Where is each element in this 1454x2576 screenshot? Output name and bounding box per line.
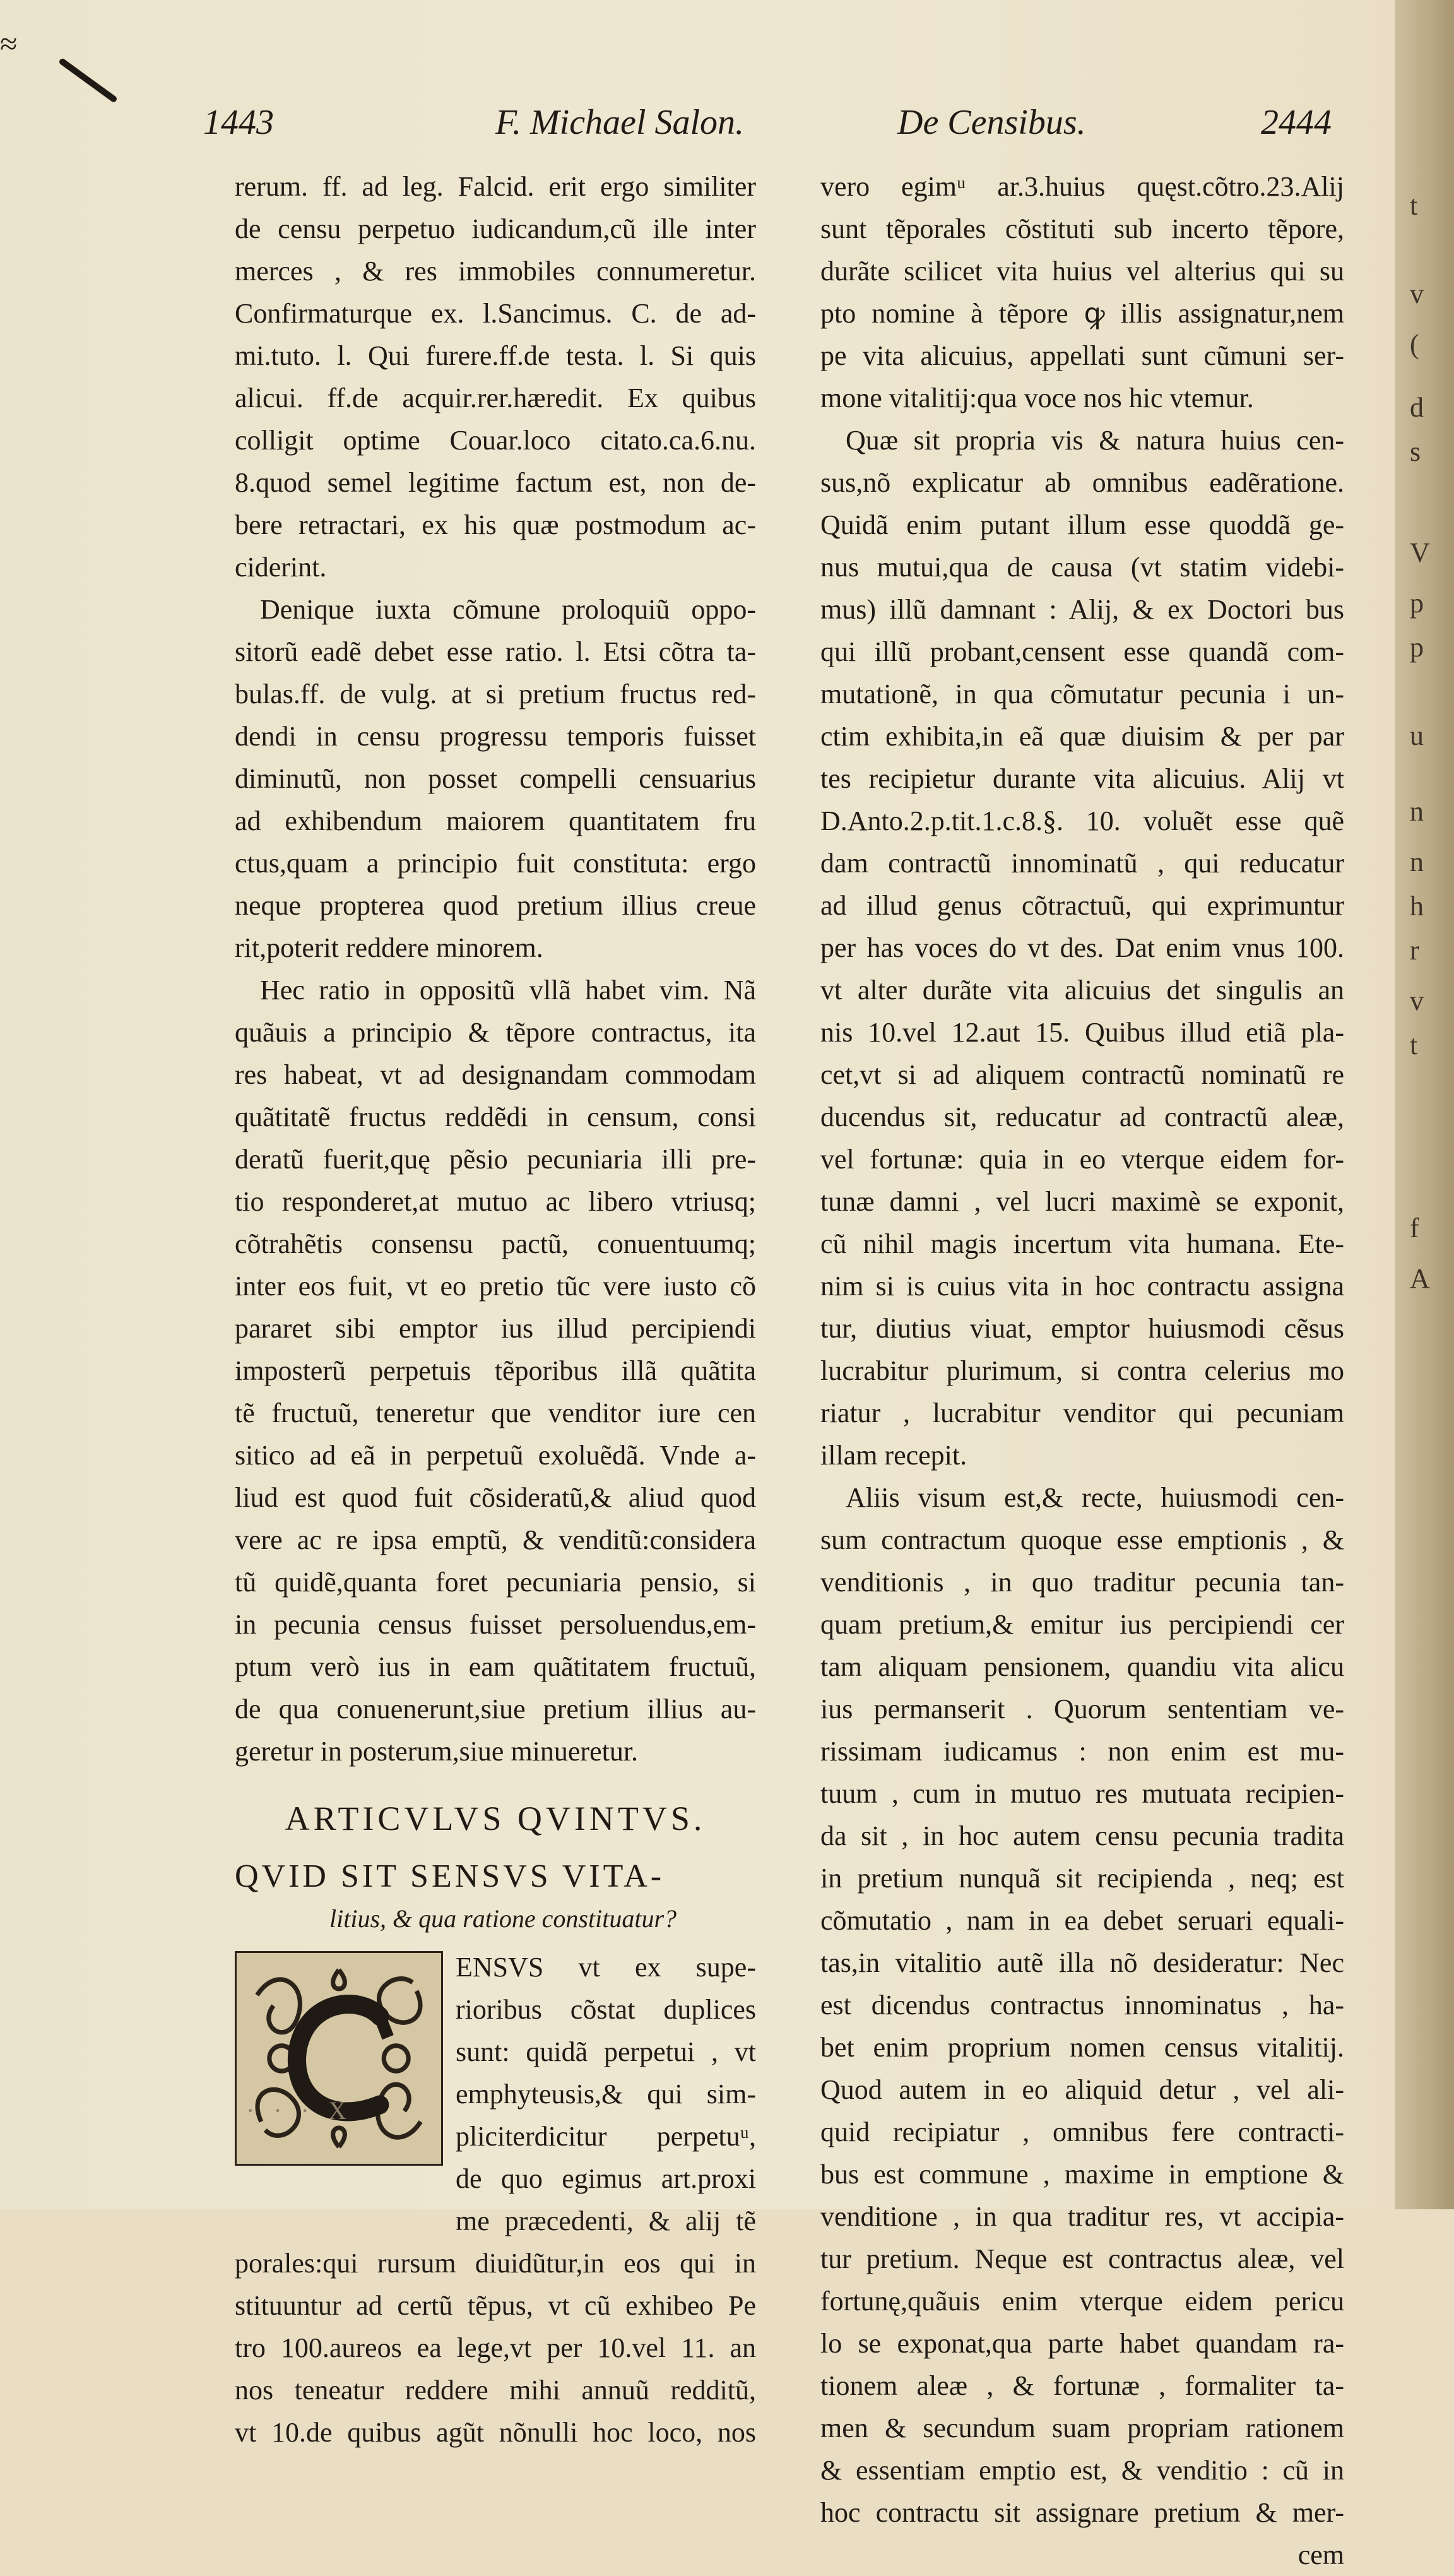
edge-letter: t — [1410, 190, 1418, 221]
question-title: QVID SIT SENSVS VITA- — [235, 1858, 665, 1894]
edge-letter: t — [1410, 1030, 1418, 1060]
text-line: cõmutatio , nam in ea debet seruari equali- — [820, 1905, 1344, 1936]
text-line: pararet sibi emptor ius illud percipiendi — [235, 1313, 756, 1344]
text-line: de quo egimus art.proxi — [456, 2163, 756, 2194]
text-line: dendi in censu progressu temporis fuisset — [235, 721, 756, 752]
text-line: liud est quod fuit cõsideratũ,& aliud quod — [235, 1482, 756, 1513]
text-line: rissimam iudicamus : non enim est mu- — [820, 1736, 1344, 1767]
text-line: sum contractum quoque esse emptionis , & — [820, 1524, 1344, 1555]
text-line: tam aliquam pensionem, quandiu vita alicu — [820, 1651, 1344, 1682]
text-line: Denique iuxta cõmune proloquiũ oppo- — [260, 594, 756, 625]
text-line: quid recipiatur , omnibus fere contracti- — [820, 2116, 1344, 2147]
text-line: quãtitatẽ fructus reddẽdi in censum, consi — [235, 1101, 756, 1132]
text-line: sus,nõ explicatur ab omnibus eadẽratione. — [820, 467, 1344, 498]
right-paragraph-3 — [820, 1476, 1344, 2534]
text-line: nus mutui,qua de causa (vt statim videbi- — [820, 552, 1344, 583]
edge-letter: f — [1410, 1213, 1419, 1243]
text-line: tũ quidẽ,quanta foret pecuniaria pensio, si — [235, 1567, 756, 1598]
right-paragraph-2 — [820, 419, 1344, 1476]
text-line: qui illũ probant,censent esse quandã com- — [820, 636, 1344, 667]
initial-paragraph — [235, 1946, 756, 2454]
left-paragraph-3 — [235, 969, 756, 1772]
facing-page-edge — [1395, 0, 1454, 2209]
ink-slash — [58, 57, 118, 104]
text-line: da sit , in hoc autem censu pecunia tradita — [820, 1820, 1344, 1851]
text-line: & essentiam emptio est, & venditio : cũ in — [820, 2455, 1344, 2486]
text-line: Confirmaturque ex. l.Sancimus. C. de ad- — [235, 298, 756, 329]
text-line: vt alter durãte vita alicuius det singulis an — [820, 975, 1344, 1006]
text-line: quãuis a principio & tẽpore contractus, ita — [235, 1017, 756, 1048]
text-line: tas,in vitalitio autẽ illa nõ desideratur: Nec — [820, 1947, 1344, 1978]
text-line: colligit optime Couar.loco citato.ca.6.nu. — [235, 425, 756, 456]
text-line: venditione , in qua traditur res, vt accipia- — [820, 2201, 1344, 2232]
text-line: stituuntur ad certũ tẽpus, vt cũ exhibeo Pe — [235, 2290, 756, 2321]
text-line: illam recepit. — [820, 1440, 967, 1471]
page-number-left: 1443 — [203, 103, 274, 142]
text-line: cet,vt si ad aliquem contractũ nominatũ re — [820, 1059, 1344, 1090]
signature-mark: · · · X — [246, 2096, 353, 2125]
text-line: res habeat, vt ad designandam commodam — [235, 1059, 756, 1090]
text-line: dam contractũ innominatũ , qui reducatur — [820, 848, 1344, 879]
text-line: mutationẽ, in qua cõmutatur pecunia i un- — [820, 679, 1344, 709]
text-line: ad exhibendum maiorem quantitatem fru — [235, 805, 756, 836]
text-line: de qua conuenerunt,siue pretium illius au- — [235, 1694, 756, 1724]
text-line: mi.tuto. l. Qui furere.ff.de testa. l. Si quis — [235, 340, 756, 371]
text-line: me præcedenti, & alij tẽ — [456, 2205, 756, 2236]
text-line: Hec ratio in oppositũ vllã habet vim. Nã — [260, 975, 756, 1006]
edge-letter: p — [1410, 632, 1424, 663]
text-line: ciderint. — [235, 552, 327, 583]
text-line: tes recipietur durante vita alicuius. Alij vt — [820, 763, 1344, 794]
text-line: ad illud genus cõtractuũ, qui exprimuntur — [820, 890, 1344, 921]
text-line: in pecunia census fuisset persoluendus,em- — [235, 1609, 756, 1640]
text-line: vt 10.de quibus agũt nõnulli hoc loco, nos — [235, 2417, 756, 2448]
text-line: nis 10.vel 12.aut 15. Quibus illud etiã pla- — [820, 1017, 1344, 1048]
text-line: tio responderet,at mutuo ac libero vtriusq; — [235, 1186, 756, 1217]
edge-letter: r — [1410, 935, 1419, 966]
text-line: pto nomine à tẽpore ꝙ illis assignatur,nem — [820, 298, 1344, 329]
text-line: vel fortunæ: quia in eo vterque eidem for- — [820, 1144, 1344, 1175]
text-line: porales:qui rursum diuidũtur,in eos qui in — [235, 2248, 756, 2279]
text-line: est dicendus contractus innominatus , ha- — [820, 1990, 1344, 2021]
decorated-initial-c-icon — [235, 1951, 443, 2166]
text-line: tur, diutius viuat, emptor huiusmodi cẽsus — [820, 1313, 1344, 1344]
edge-letter: V — [1410, 537, 1430, 568]
catchword: cem — [1297, 2539, 1344, 2570]
running-title-subject: De Censibus. — [897, 103, 1086, 142]
text-line: per has voces do vt des. Dat enim vnus 100. — [820, 932, 1344, 963]
text-line: emphyteusis,& qui sim- — [456, 2079, 756, 2110]
edge-letter: s — [1410, 436, 1421, 467]
question-subtitle: litius, & qua ratione constituatur? — [329, 1904, 677, 1933]
text-line: ENSVS vt ex supe- — [456, 1952, 756, 1983]
text-line: tuum , cum in mutuo res mutuata recipien- — [820, 1778, 1344, 1809]
text-line: cõtrahẽtis consensu pactũ, conuentuumq; — [235, 1228, 756, 1259]
text-line: bet enim proprium nomen census vitalitij. — [820, 2032, 1344, 2063]
corner-mark: ≈ — [0, 26, 18, 61]
text-line: imposterũ perpetuis tẽporibus illã quãtita — [235, 1355, 756, 1386]
text-line: rioribus cõstat duplices — [456, 1994, 756, 2025]
edge-letter: v — [1410, 278, 1424, 309]
text-line: vero egimᵘ ar.3.huius quęst.cõtro.23.Alij — [820, 171, 1344, 202]
text-line: tẽ fructuũ, teneretur que venditor iure cen — [235, 1398, 756, 1428]
text-line: ius permanserit . Quorum sententiam ve- — [820, 1694, 1344, 1724]
text-line: Quæ sit propria vis & natura huius cen- — [846, 425, 1344, 456]
text-line: bulas.ff. de vulg. at si pretium fructus red- — [235, 679, 756, 709]
text-line: bus est commune , maxime in emptione & — [820, 2159, 1344, 2190]
text-line: ctus,quam a principio fuit constituta: ergo — [235, 848, 756, 879]
text-line: rit,poterit reddere minorem. — [235, 932, 543, 963]
text-line: Aliis visum est,& recte, huiusmodi cen- — [846, 1482, 1344, 1513]
text-line: de censu perpetuo iudicandum,cũ ille inter — [235, 213, 756, 244]
text-line: deratũ fuerit,quę pẽsio pecuniaria illi pre- — [235, 1144, 756, 1175]
right-column — [820, 165, 1344, 2576]
text-line: mone vitalitij:qua voce nos hic vtemur. — [820, 383, 1254, 413]
edge-letter: n — [1410, 796, 1424, 827]
text-line: tionem aleæ , & fortunæ , formaliter ta- — [820, 2370, 1344, 2401]
text-line: Quidã enim putant illum esse quoddã ge- — [820, 509, 1344, 540]
text-line: riatur , lucrabitur venditor qui pecuniam — [820, 1398, 1344, 1428]
edge-letter: u — [1410, 720, 1424, 751]
text-line: neque propterea quod pretium illius creue — [235, 890, 756, 921]
text-line: durãte scilicet vita huius vel alterius qui su — [820, 256, 1344, 287]
text-line: ducendus sit, reducatur ad contractũ aleæ, — [820, 1101, 1344, 1132]
text-line: sunt tẽporales cõstituti sub incerto tẽpore, — [820, 213, 1344, 244]
text-line: merces , & res immobiles connumeretur. — [235, 256, 756, 287]
running-header — [0, 102, 1395, 153]
text-line: alicui. ff.de acquir.rer.hæredit. Ex quibus — [235, 383, 756, 413]
left-paragraph-1 — [235, 165, 756, 588]
text-line: pe vita alicuius, appellati sunt cũmuni ser- — [820, 340, 1344, 371]
text-line: ptum verò ius in eam quãtitatem fructuũ, — [235, 1651, 756, 1682]
text-line: diminutũ, non posset compelli censuarius — [235, 763, 756, 794]
text-line: cũ nihil magis incertum vita humana. Ete- — [820, 1228, 1344, 1259]
text-line: vere ac re ipsa emptũ, & venditũ:considera — [235, 1524, 756, 1555]
text-line: geretur in posterum,siue minueretur. — [235, 1736, 639, 1767]
text-line: hoc contractu sit assignare pretium & mer- — [820, 2497, 1344, 2528]
text-line: Quod autem in eo aliquid detur , vel ali- — [820, 2074, 1344, 2105]
edge-letter: h — [1410, 891, 1424, 922]
text-line: tro 100.aureos ea lege,vt per 10.vel 11. an — [235, 2332, 756, 2363]
text-line: sitorũ eadẽ debet esse ratio. l. Etsi cõtra ta- — [235, 636, 756, 667]
text-line: pliciterdicitur perpetuᵘ, — [456, 2121, 756, 2152]
text-line: tur pretium. Neque est contractus aleæ, vel — [820, 2243, 1344, 2274]
text-line: sunt: quidã perpetui , vt — [456, 2036, 756, 2067]
text-line: inter eos fuit, vt eo pretio tũc vere iusto cõ — [235, 1271, 756, 1302]
edge-letter: v — [1410, 985, 1424, 1016]
text-line: rerum. ff. ad leg. Falcid. erit ergo similiter — [235, 171, 756, 202]
right-paragraph-1 — [820, 165, 1344, 419]
text-line: nim si is cuius vita in hoc contractu assigna — [820, 1271, 1344, 1302]
edge-letter: n — [1410, 846, 1424, 877]
article-heading: ARTICVLVS QVINTVS. — [285, 1800, 706, 1837]
text-line: tunæ damni , vel lucri maximè se exponit, — [820, 1186, 1344, 1217]
text-line: D.Anto.2.p.tit.1.c.8.§. 10. voluẽt esse quẽ — [820, 805, 1344, 836]
text-line: lo se exponat,qua parte habet quandam ra- — [820, 2328, 1344, 2359]
text-line: in pretium nunquã sit recipienda , neq; est — [820, 1863, 1344, 1894]
edge-letter: p — [1410, 588, 1424, 619]
text-line: quam pretium,& emitur ius percipiendi cer — [820, 1609, 1344, 1640]
text-line: men & secundum suam propriam rationem — [820, 2413, 1344, 2443]
edge-letter: A — [1410, 1263, 1430, 1294]
page-number-right: 2444 — [1261, 103, 1332, 142]
text-line: ctim exhibita,in eã quæ diuisim & per par — [820, 721, 1344, 752]
edge-letter: ( — [1410, 329, 1419, 360]
left-paragraph-2 — [235, 588, 756, 969]
text-line: mus) illũ damnant : Alij, & ex Doctori bus — [820, 594, 1344, 625]
text-line: 8.quod semel legitime factum est, non de- — [235, 467, 756, 498]
text-line: bere retractari, ex his quæ postmodum ac- — [235, 509, 756, 540]
running-title-author: F. Michael Salon. — [495, 103, 745, 142]
text-line: sitico ad eã in perpetuũ exoluẽdã. Vnde a- — [235, 1440, 756, 1471]
text-line: lucrabitur plurimum, si contra celerius mo — [820, 1355, 1344, 1386]
text-line: fortunę,quãuis enim vterque eidem pericu — [820, 2286, 1344, 2317]
text-line: nos teneatur reddere mihi annuũ redditũ, — [235, 2375, 756, 2406]
edge-letter: d — [1410, 392, 1424, 423]
text-line: venditionis , in quo traditur pecunia tan- — [820, 1567, 1344, 1598]
